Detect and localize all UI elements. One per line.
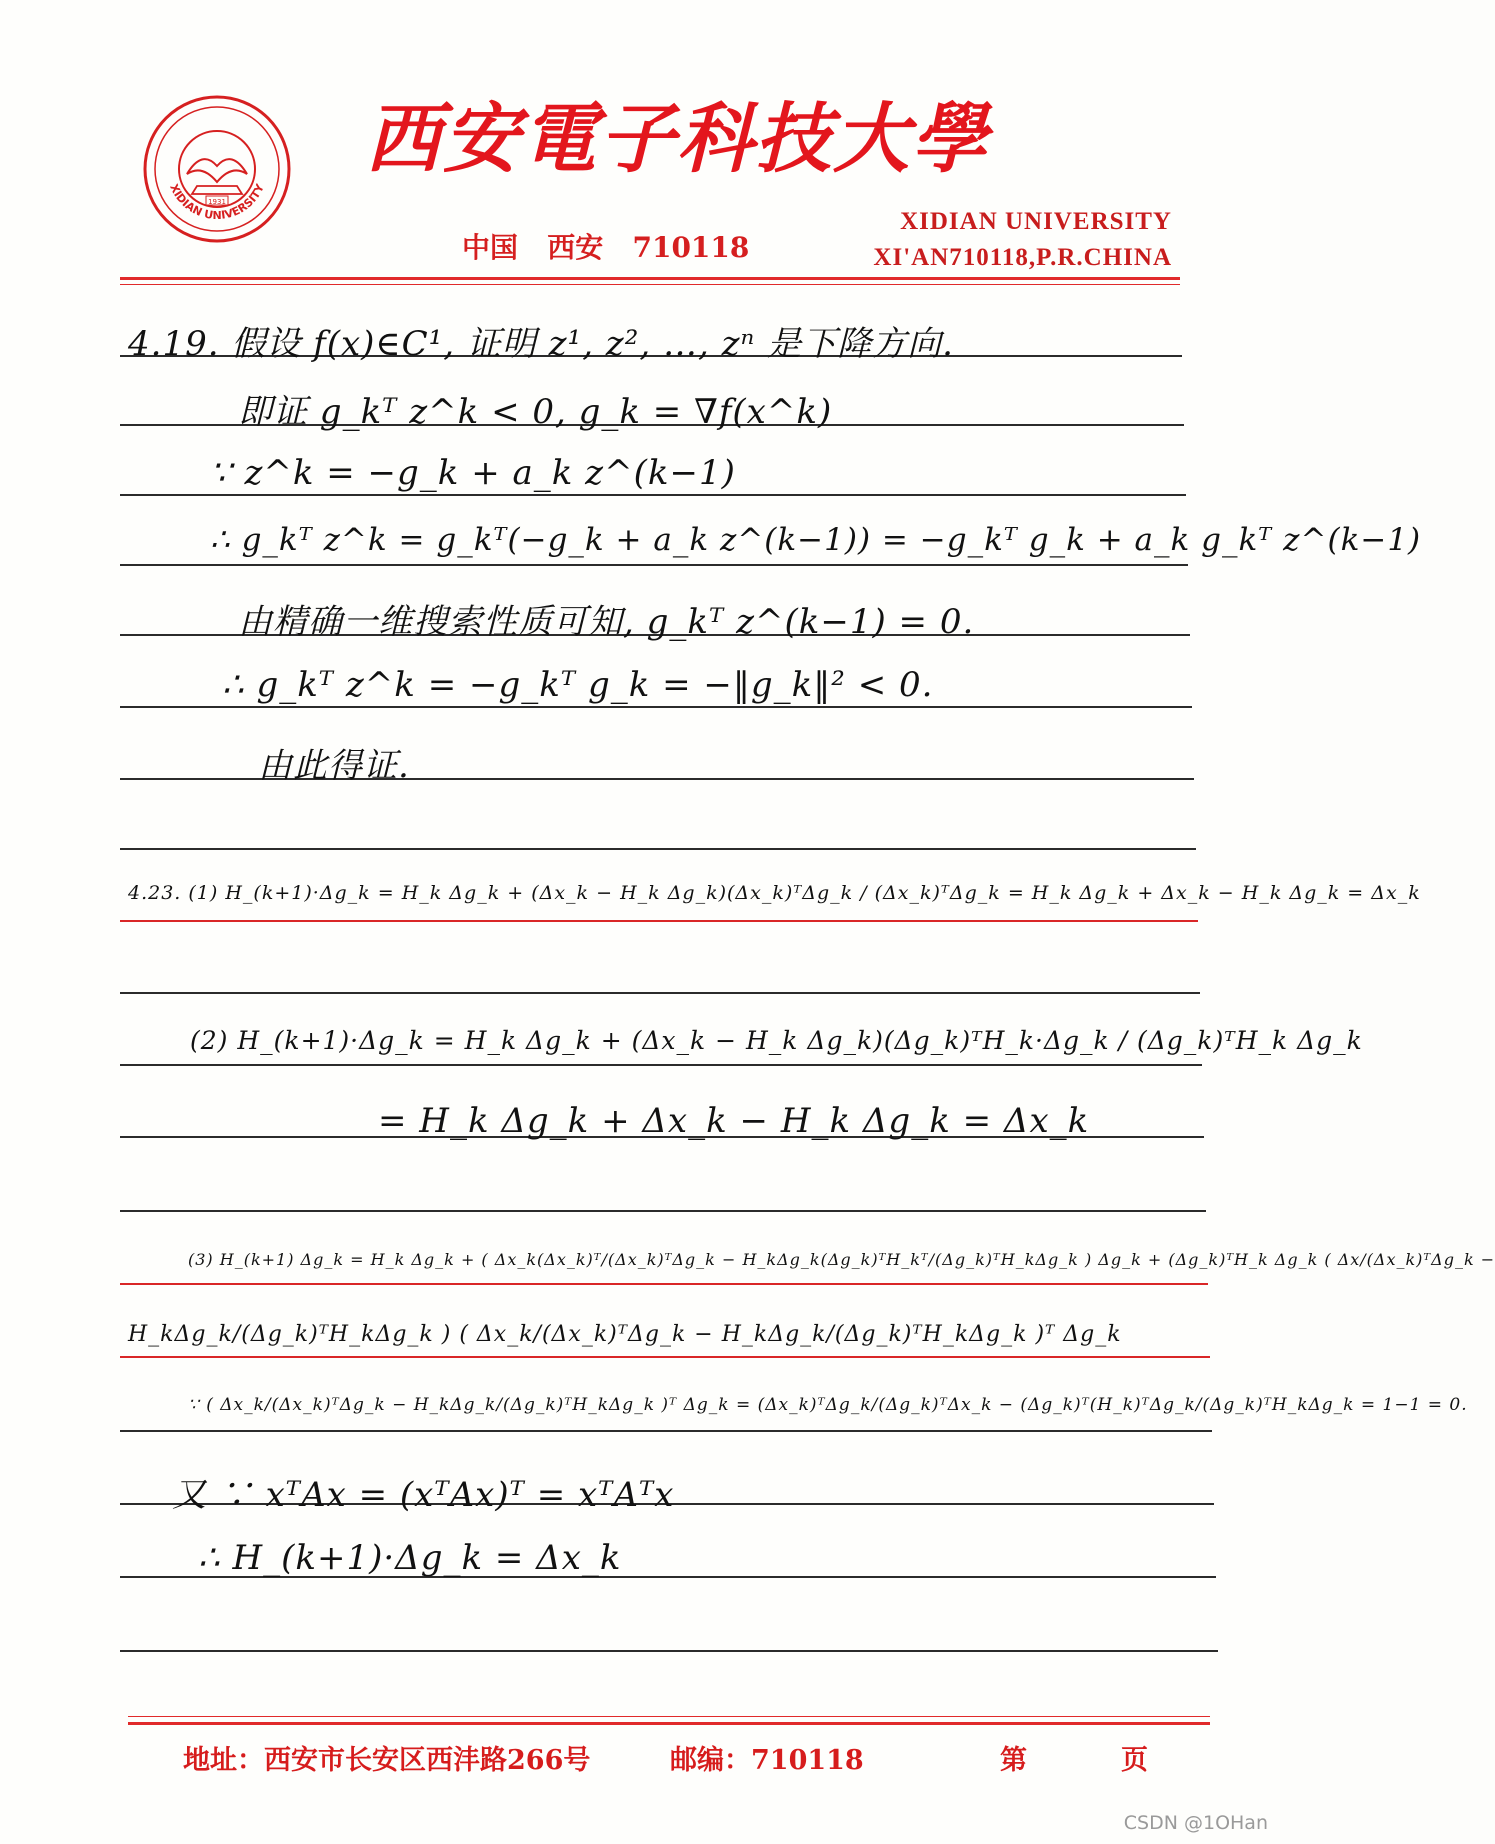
ruled-line — [120, 1283, 1208, 1285]
symmetry-line: 又 ∵ xᵀAx = (xᵀAx)ᵀ = xᵀAᵀx — [172, 1475, 675, 1515]
footer-rule-thin — [128, 1716, 1210, 1717]
header-rule-thin — [120, 284, 1180, 285]
csdn-watermark: CSDN @1OHan — [1123, 1812, 1268, 1834]
part-3-conclusion: ∴ H_(k+1)·Δg_k = Δx_k — [198, 1538, 622, 1578]
seal-english-text: XIDIAN UNIVERSITY — [167, 181, 267, 222]
header-address: 中国 西安 710118 — [462, 231, 750, 264]
ruled-line — [120, 706, 1192, 708]
footer-address: 地址：西安市长安区西沣路266号 — [183, 1745, 591, 1776]
ruled-line — [120, 1210, 1206, 1212]
part-3-because-line: ∵ ( Δx_k/(Δx_k)ᵀΔg_k − H_kΔg_k/(Δg_k)ᵀH_kΔg_k )ᵀ Δg_k = (Δx_k)ᵀΔg_k/(Δg_k)ᵀΔx_k − (Δg_k)ᵀ(H_k)ᵀΔg_k/(Δg_k)ᵀH_kΔg_k = 1−1 = 0. — [188, 1395, 1468, 1415]
header-rule — [120, 277, 1180, 280]
part-3-continuation: H_kΔg_k/(Δg_k)ᵀH_kΔg_k ) ( Δx_k/(Δx_k)ᵀΔg_k − H_kΔg_k/(Δg_k)ᵀH_kΔg_k )ᵀ Δg_k — [128, 1322, 1122, 1347]
qed-line: 由此得证. — [258, 746, 410, 786]
footer-rule — [128, 1722, 1210, 1725]
problem-4-23-part-2: (2) H_(k+1)·Δg_k = H_k Δg_k + (Δx_k − H_k Δg_k)(Δg_k)ᵀH_k·Δg_k / (Δg_k)ᵀH_k Δg_k — [190, 1026, 1363, 1055]
problem-4-19-heading: 4.19. 假设 f(x)∈C¹, 证明 z¹, z², …, zⁿ 是下降方向. — [128, 324, 954, 364]
ruled-line — [120, 1356, 1210, 1358]
seal-year: 1931 — [208, 198, 226, 206]
ruled-line — [120, 848, 1196, 850]
direction-definition-line: ∵ z^k = −g_k + a_k z^(k−1) — [210, 453, 736, 493]
problem-4-23-part-3: (3) H_(k+1) Δg_k = H_k Δg_k + ( Δx_k(Δx_k)ᵀ/(Δx_k)ᵀΔg_k − H_kΔg_k(Δg_k)ᵀH_kᵀ/(Δg_k)ᵀH_kΔg_k ) Δg_k + (Δg_k)ᵀH_k Δg_k ( Δx/(Δx_k)ᵀΔg_k − — [188, 1250, 1495, 1269]
problem-4-23-part-2-result: = H_k Δg_k + Δx_k − H_k Δg_k = Δx_k — [378, 1101, 1090, 1141]
ruled-line — [120, 564, 1188, 566]
problem-4-23-part-1: 4.23. (1) H_(k+1)·Δg_k = H_k Δg_k + (Δx_k − H_k Δg_k)(Δx_k)ᵀΔg_k / (Δx_k)ᵀΔg_k = H_k Δg_k + Δx_k − H_k Δg_k = Δx_k — [128, 882, 1421, 904]
english-header — [873, 204, 1172, 276]
ruled-line — [120, 992, 1200, 994]
university-title: 西安電子科技大學 — [365, 94, 989, 183]
ruled-line — [120, 1650, 1218, 1652]
footer-postcode: 邮编：710118 — [670, 1745, 864, 1776]
proof-goal-line: 即证 g_kᵀ z^k < 0, g_k = ∇f(x^k) — [238, 392, 833, 432]
ruled-line — [120, 920, 1198, 922]
ruled-line — [120, 1430, 1212, 1432]
expansion-line: ∴ g_kᵀ z^k = g_kᵀ(−g_k + a_k z^(k−1)) = −g_kᵀ g_k + a_k g_kᵀ z^(k−1) — [210, 522, 1422, 558]
english-university-name: XIDIAN UNIVERSITY — [900, 208, 1172, 235]
conclusion-line: ∴ g_kᵀ z^k = −g_kᵀ g_k = −‖g_k‖² < 0. — [222, 665, 934, 705]
university-seal-icon — [142, 94, 292, 244]
ruled-line — [120, 1064, 1202, 1066]
line-search-property-line: 由精确一维搜索性质可知, g_kᵀ z^(k−1) = 0. — [238, 602, 975, 642]
footer-page-label: 第 页 — [1000, 1745, 1148, 1776]
ruled-line — [120, 494, 1186, 496]
english-address: XI'AN710118,P.R.CHINA — [873, 244, 1172, 271]
